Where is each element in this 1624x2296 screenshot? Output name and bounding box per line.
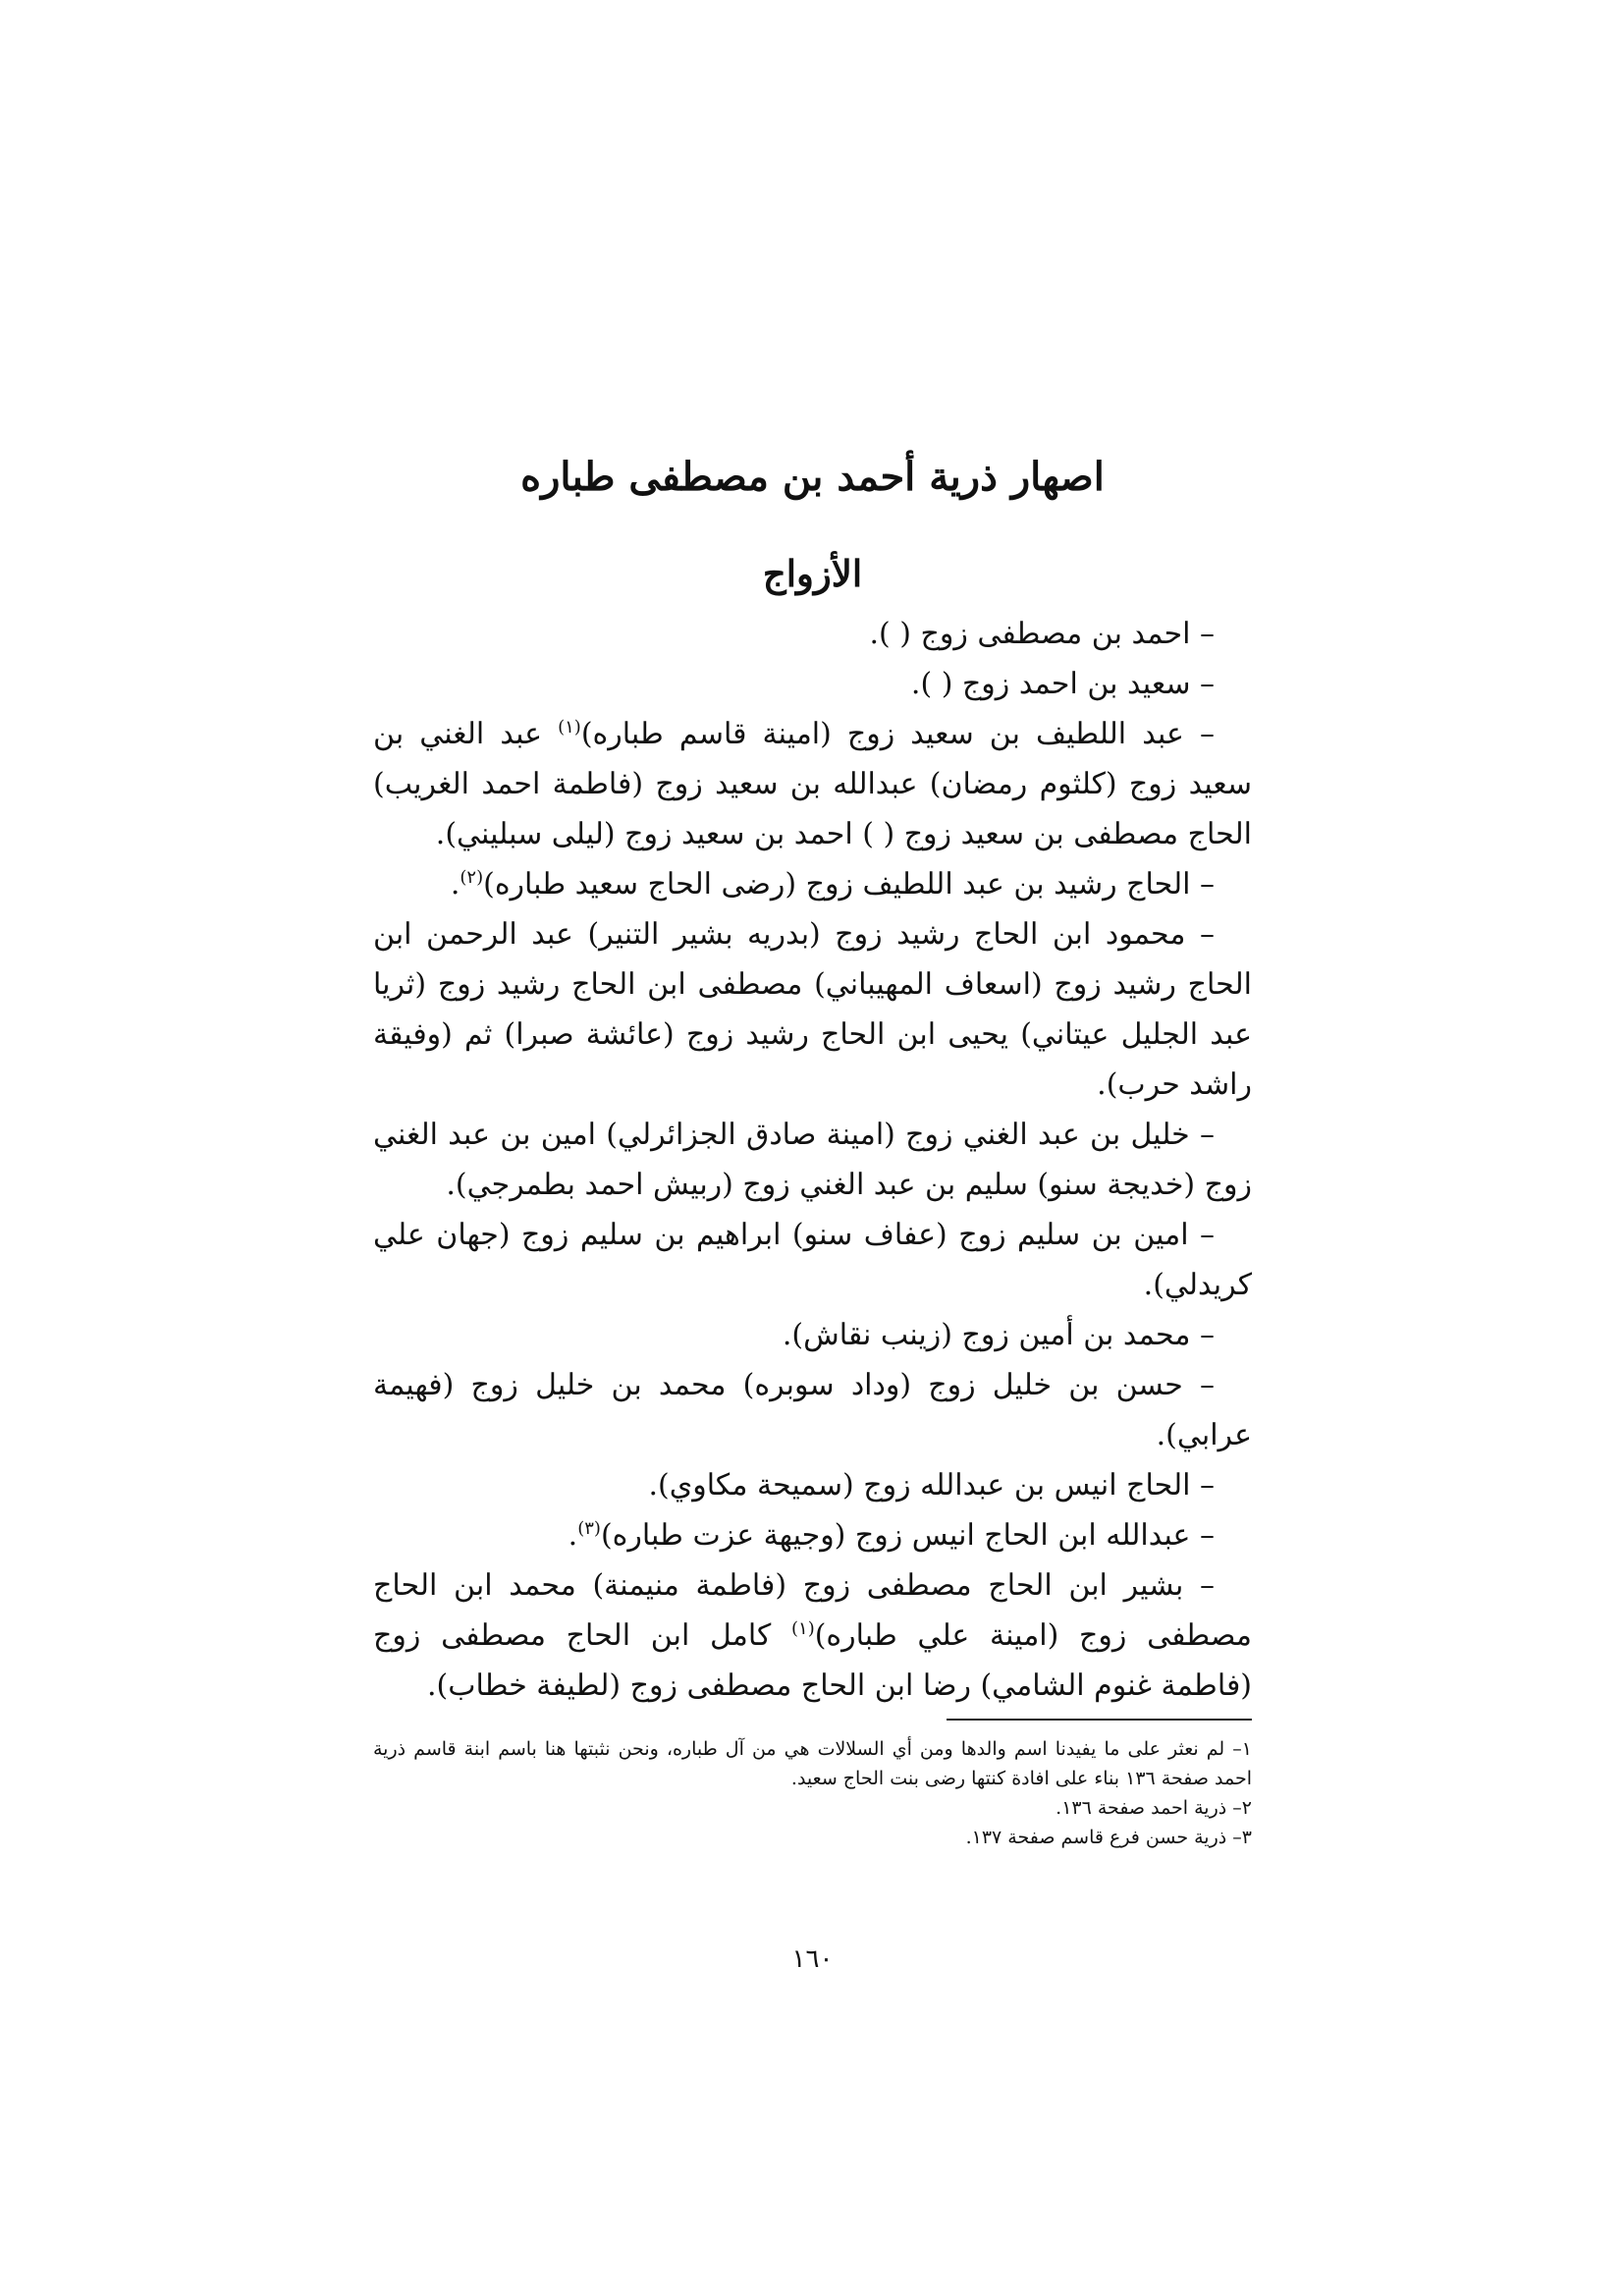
- entry-text-continued: كامل ابن الحاج مصطفى زوج (فاطمة غنوم الشامي) رضا ابن الحاج مصطفى زوج (لطيفة خطاب).: [373, 1618, 1252, 1703]
- entry-paragraph: [373, 1360, 1252, 1460]
- footnote-separator: [947, 1719, 1252, 1721]
- entry-paragraph: [373, 1460, 1252, 1510]
- footnotes: [373, 1734, 1252, 1852]
- page-number: ١٦٠: [791, 1944, 834, 1974]
- entry-text: – محمود ابن الحاج رشيد زوج (بدريه بشير التنير) عبد الرحمن ابن الحاج رشيد زوج (اسعاف المهيباني) مصطفى ابن الحاج رشيد زوج (ثريا عبد الجليل عيتاني) يحيى ابن الحاج رشيد زوج (عائشة صبرا) ثم (وفيقة راشد حرب).: [373, 917, 1252, 1102]
- footnote-marker: (٢): [460, 867, 484, 888]
- entry-text-continued: .: [568, 1518, 578, 1553]
- footnote: ٢– ذرية احمد صفحة ١٣٦.: [1056, 1797, 1252, 1819]
- entry-text-continued: عبد الغني بن سعيد زوج (كلثوم رمضان) عبدالله بن سعيد زوج (فاطمة احمد الغريب) الحاج مصطفى بن سعيد زوج ( ) احمد بن سعيد زوج (ليلى سبليني).: [373, 717, 1252, 851]
- section-subtitle: الأزواج: [762, 552, 863, 595]
- body-text: [373, 609, 1252, 1711]
- footnote-marker: (٣): [577, 1518, 601, 1539]
- entry-text: – عبد اللطيف بن سعيد زوج (امينة قاسم طباره): [580, 717, 1215, 751]
- page-title: اصهار ذرية أحمد بن مصطفى طباره: [520, 454, 1105, 500]
- entry-paragraph: [373, 1110, 1252, 1210]
- footnote: ١– لم نعثر على ما يفيدنا اسم والدها ومن أي السلالات هي من آل طباره، ونحن نثبتها هنا باسم ابنة قاسم ذرية احمد صفحة ١٣٦ بناء على افادة كنتها رضى بنت الحاج سعيد.: [373, 1738, 1252, 1789]
- entry-paragraph: [373, 709, 1252, 859]
- entry-text: – بشير ابن الحاج مصطفى زوج (فاطمة منيمنة) محمد ابن الحاج مصطفى زوج (امينة علي طباره): [373, 1568, 1252, 1653]
- entry-paragraph: [373, 1210, 1252, 1310]
- footnote-marker: (١): [558, 717, 581, 738]
- entry-text: – حسن بن خليل زوج (وداد سوبره) محمد بن خليل زوج (فهيمة عرابي).: [373, 1368, 1252, 1452]
- entry-paragraph: [373, 659, 1252, 709]
- entry-text: – محمد بن أمين زوج (زينب نقاش).: [782, 1318, 1215, 1352]
- entry-text: – احمد بن مصطفى زوج ( ).: [869, 617, 1215, 651]
- entry-text-continued: .: [450, 867, 460, 902]
- footnote: ٣– ذرية حسن فرع قاسم صفحة ١٣٧.: [965, 1827, 1252, 1848]
- entry-text: – امين بن سليم زوج (عفاف سنو) ابراهيم بن سليم زوج (جهان علي كريدلي).: [373, 1218, 1252, 1302]
- entry-paragraph: [373, 609, 1252, 659]
- entry-text: – عبدالله ابن الحاج انيس زوج (وجيهة عزت طباره): [600, 1518, 1215, 1553]
- entry-paragraph: [373, 1310, 1252, 1360]
- footnote-marker: (١): [790, 1618, 815, 1639]
- entry-paragraph: [373, 909, 1252, 1110]
- entry-paragraph: [373, 1510, 1252, 1560]
- entry-text: – خليل بن عبد الغني زوج (امينة صادق الجزائرلي) امين بن عبد الغني زوج (خديجة سنو) سليم بن عبد الغني زوج (ربيش احمد بطمرجي).: [373, 1118, 1252, 1202]
- entry-paragraph: [373, 859, 1252, 909]
- entry-text: – الحاج رشيد بن عبد اللطيف زوج (رضى الحاج سعيد طباره): [483, 867, 1215, 902]
- entry-text: – الحاج انيس بن عبدالله زوج (سميحة مكاوي).: [648, 1468, 1215, 1503]
- entry-paragraph: [373, 1560, 1252, 1711]
- entry-text: – سعيد بن احمد زوج ( ).: [910, 667, 1215, 701]
